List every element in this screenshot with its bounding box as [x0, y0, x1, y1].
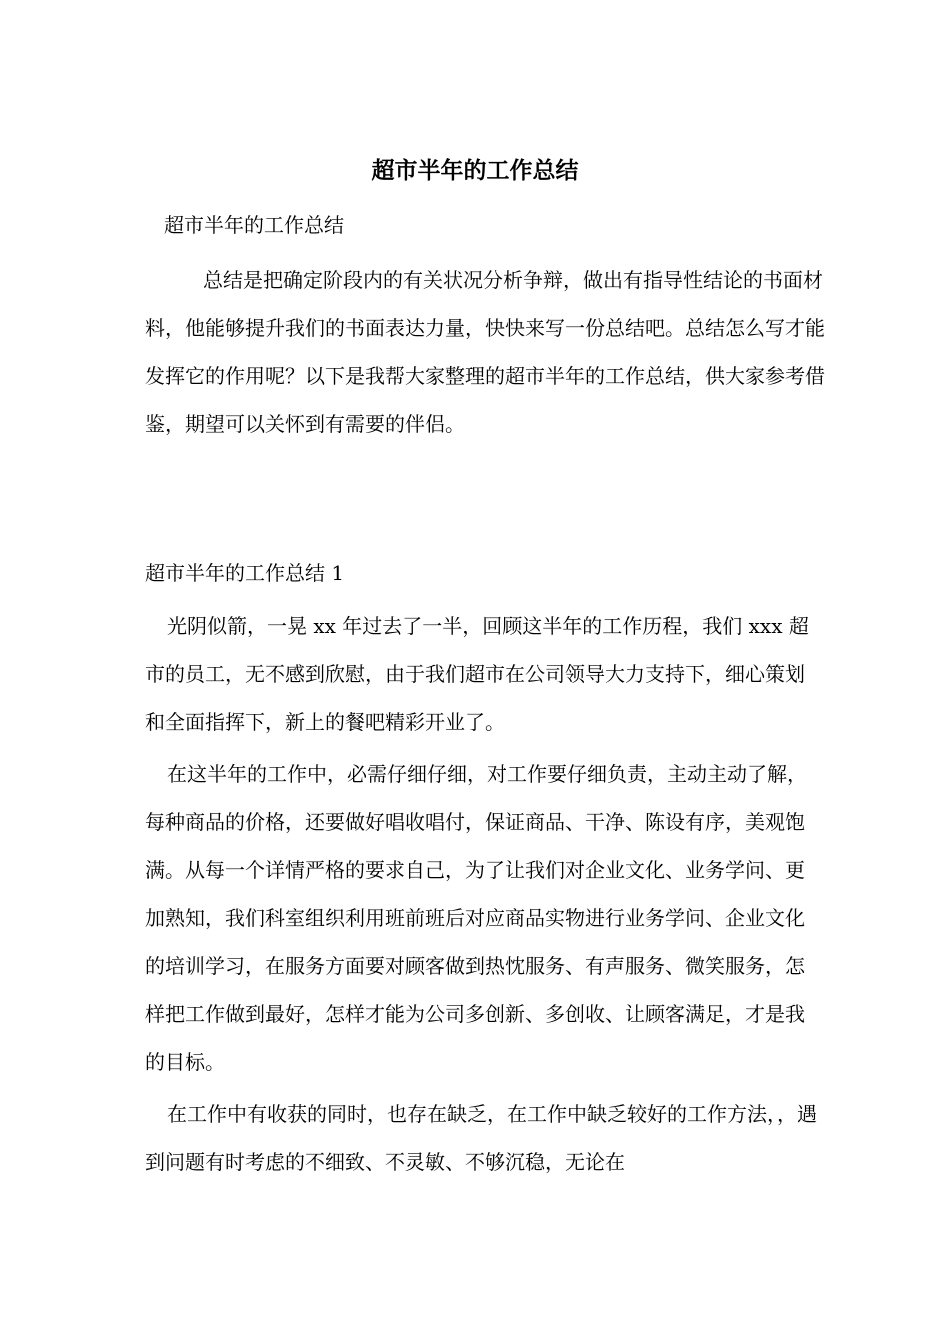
document-subtitle: 超市半年的工作总结 — [164, 213, 344, 237]
body-paragraph-3: 在工作中有收获的同时，也存在缺乏，在工作中缺乏较好的工作方法，，遇到问题有时考虑的不细致、不灵敏、不够沉稳，无论在 — [145, 1102, 817, 1174]
body-paragraph-2: 在这半年的工作中，必需仔细仔细，对工作要仔细负责，主动主动了解，每种商品的价格，还要做好唱收唱付，保证商品、干净、陈设有序，美观饱满。从每一个详情严格的要求自己，为了让我们对企业文化、业务学问、更加熟知，我们科室组织利用班前班后对应商品实物进行业务学问、企业文化的培训学习，在服务方面要对顾客做到热忱服务、有声服务、微笑服务，怎样把工作做到最好，怎样才能为公司多创新、多创收、让顾客满足，才是我的目标。 — [145, 762, 807, 1074]
section-heading: 超市半年的工作总结 1 — [145, 561, 345, 585]
section-body — [145, 602, 817, 1188]
body-paragraph-1: 光阴似箭，一晃 xx 年过去了一半，回顾这半年的工作历程，我们 xxx 超市的员工，无不感到欣慰，由于我们超市在公司领导大力支持下，细心策划和全面指挥下，新上的餐吧精彩开业了。 — [145, 614, 809, 734]
intro-paragraph: 总结是把确定阶段内的有关状况分析争辩，做出有指导性结论的书面材料，他能够提升我们的书面表达力量，快快来写一份总结吧。总结怎么写才能发挥它的作用呢？以下是我帮大家整理的超市半年的工作总结，供大家参考借鉴，期望可以关怀到有需要的伴侣。 — [145, 268, 825, 436]
document-title: 超市半年的工作总结 — [371, 157, 579, 184]
